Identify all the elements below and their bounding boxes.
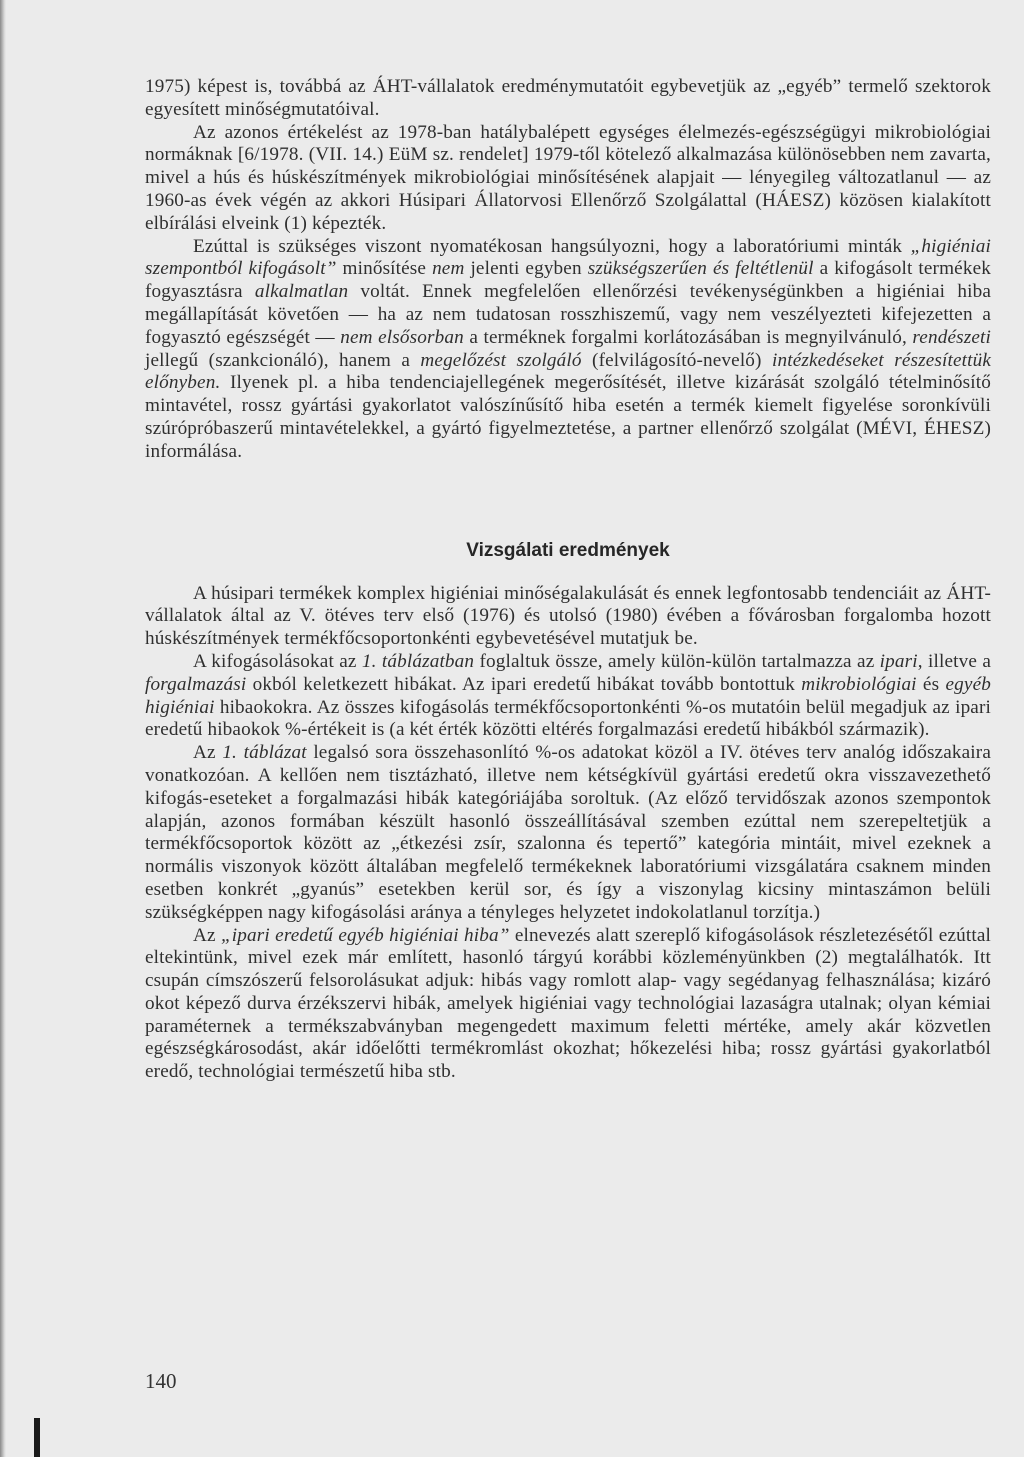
emphasis-text: nem elsősorban xyxy=(340,326,464,348)
text-run: Az azonos értékelést az 1978-ban hatálybalépett egységes élelmezés-egészségügyi mikrobiológiai normáknak [6/1978. (VII. 14.) EüM sz. rendelet] 1979-től kötelező alkalmazása különösebben nem zavarta, mivel a hús és húskészítmények mikrobiológiai minősítésének alapjait — lényegileg változatlanul — az 1960-as évek végén az akkori Húsipari Állatorvosi Ellenőrző Szolgálattal (HÁESZ) közösen kialakított elbírálási elveink (1) képezték. xyxy=(145,121,991,234)
emphasis-text: nem xyxy=(432,258,465,280)
text-run: 1975) képest is, továbbá az ÁHT-vállalatok eredménymutatóit egybevetjük az „egyéb” termelő szektorok egyesített minőségmutatóival. xyxy=(145,76,991,120)
page-corner-mark xyxy=(34,1418,40,1457)
emphasis-text: forgalmazási xyxy=(145,673,247,695)
paragraph-p4 xyxy=(145,651,991,742)
text-run: hibaokokra. Az összes kifogásolás termékfőcsoportonkénti %-os mutatóin belül megadjuk az ipari eredetű hibaokok %-értékeit is (a két érték közötti eltérés forgalmazási eredetű hibákból származik). xyxy=(145,696,991,741)
text-run: A húsipari termékek komplex higiéniai minőségalakulását és ennek legfontosabb tendenciáit az ÁHT-vállalatok által az V. ötéves terv első (1976) és utolsó (1980) évében a fővárosban forgalomba hozott húskészítmények termékfőcsoportonkénti egybevetésével mutatjuk be. xyxy=(145,582,991,650)
text-run: a terméknek forgalmi korlátozásában is megnyilvánuló, xyxy=(463,326,913,348)
paragraph-p1 xyxy=(145,122,991,236)
paragraph-p5 xyxy=(145,742,991,924)
text-run: , illetve a xyxy=(917,650,991,672)
paragraph-p2 xyxy=(145,236,991,464)
emphasis-text: „ipari eredetű egyéb higiéniai hiba” xyxy=(220,924,510,946)
emphasis-text: ipari xyxy=(879,650,918,672)
section-title: Vizsgálati eredmények xyxy=(466,539,670,561)
text-run: jelenti egyben xyxy=(464,258,588,280)
text-run: (felvilágosító-nevelő) xyxy=(581,349,772,371)
text-run: jellegű (szankcionáló), hanem a xyxy=(145,349,421,371)
text-run: minősítése xyxy=(336,258,433,280)
emphasis-text: megelőzést szolgáló xyxy=(420,349,582,371)
text-run: voltát. Ennek megfelelően ellenőrzési tevékenységünkben a higiéniai hiba megállapítását követően — ha az nem tudatosan rosszhiszemű, vagy nem veszélyezteti kifejezetten a fogyasztó egészségét — xyxy=(145,281,991,348)
paragraph-p6 xyxy=(145,925,991,1085)
page-number: 140 xyxy=(145,1369,177,1393)
text-run: okból keletkezett hibákat. Az ipari eredetű hibákat tovább bontottuk xyxy=(246,673,802,695)
emphasis-text: „higiéniai szempontból kifogásolt” xyxy=(145,235,991,280)
text-run: Az xyxy=(193,742,223,764)
text-run: Ilyenek pl. a hiba tendenciajellegének megerősítését, illetve kizárását szolgáló tételminősítő mintavétel, rossz gyártási gyakorlatot valószínűsítő hiba esetén a termék kiemelt figyelése soronkívüli szúrópróbaszerű mintavételekkel, a gyártó figyelmeztetése, a partner ellenőrző szolgálat (MÉVI, ÉHESZ) informálása. xyxy=(145,372,991,462)
text-run: elnevezés alatt szereplő kifogásolások részletezésétől ezúttal eltekintünk, mivel ezek már említett, hasonló tárgyú korábbi közleményünkben (2) megtalálhatók. Itt csupán címszószerű felsorolásukat adjuk: hibás vagy romlott alap- vagy segédanyag felhasználása; kizáró okot képező durva érzékszervi hibák, amelyek higiéniai vagy technológiai lazaságra utalnak; olyan kémiai paraméternek a termékszabványban megengedett maximum feletti mértéke, amely akár közvetlen egészségkárosodást, akár időelőtti termékromlást okozhat; hőkezelési hiba; rossz gyártási gyakorlatból eredő, technológiai természetű hiba stb. xyxy=(145,924,991,1083)
text-run: Az xyxy=(193,924,221,946)
emphasis-text: alkalmatlan xyxy=(254,281,349,303)
page-binding-edge xyxy=(0,0,6,1457)
page-content xyxy=(145,76,991,1084)
emphasis-text: rendészeti xyxy=(912,326,991,348)
text-run: és xyxy=(916,673,946,695)
emphasis-text: intézkedéseket részesítettük előnyben. xyxy=(145,349,992,394)
results-text-block xyxy=(145,583,991,1085)
emphasis-text: mikrobiológiai xyxy=(801,673,917,695)
text-run: A kifogásolásokat az xyxy=(193,650,362,672)
text-run: foglaltuk össze, amely külön-külön tartalmazza az xyxy=(474,650,880,672)
emphasis-text: 1. táblázatban xyxy=(361,650,475,672)
emphasis-text: egyéb higiéniai xyxy=(145,673,991,718)
text-run: legalsó sora összehasonlító %-os adatokat közöl a IV. ötéves terv analóg időszakaira vonatkozóan. A kellően nem tisztázható, illetve nem kétségkívül gyártási eredetű okra visszavezethető kifogás-eseteket a forgalmazási hibák kategóriájába soroltuk. (Az előző tervidőszak azonos szempontok alapján, azonos formában készült hasonló összeállításával szemben ezúttal nem szerepeltetjük a termékfőcsoportok között az „étkezési zsír, szalonna és tepertő” kategória mintáit, mivel ezeknek a normális viszonyok között általában megfelelő termékeknek laboratóriumi vizsgálatára csaknem minden esetben konkrét „gyanús” esetekben kerül sor, és így a viszonylag kicsiny mintaszámon belüli szükségképpen nagy kifogásolási aránya a tényleges helyzetet indokolatlanul torzítja.) xyxy=(145,742,991,923)
intro-text-block xyxy=(145,76,991,464)
text-run: Ezúttal is szükséges viszont nyomatékosan hangsúlyozni, hogy a laboratóriumi minták xyxy=(193,235,911,257)
text-run: a kifogásolt termékek fogyasztásra xyxy=(145,258,991,303)
emphasis-text: 1. táblázat xyxy=(222,742,307,764)
paragraph-p0 xyxy=(145,76,991,122)
emphasis-text: szükségszerűen és feltétlenül xyxy=(587,258,814,280)
paragraph-p3 xyxy=(145,583,991,651)
